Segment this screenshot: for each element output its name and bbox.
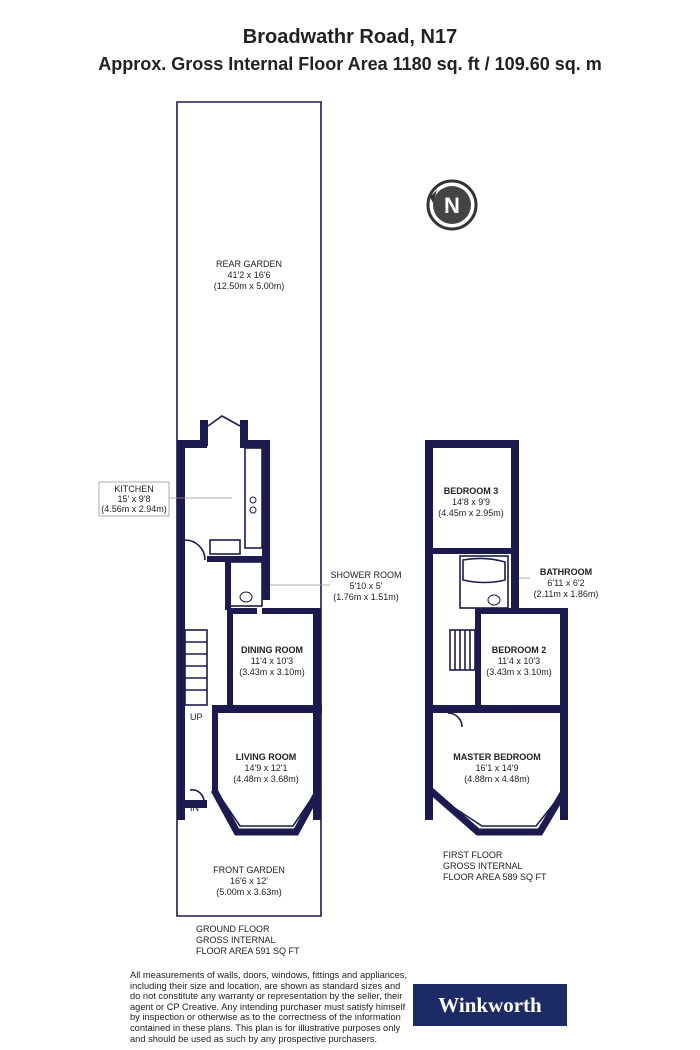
stairs-up-marker: UP bbox=[190, 712, 203, 722]
ground-floor-caption-line-3: FLOOR AREA 591 SQ FT bbox=[196, 946, 300, 956]
kitchen-imperial: 15' x 9'8 bbox=[117, 494, 151, 504]
living-room-name: LIVING ROOM bbox=[235, 752, 297, 762]
first-floor-caption-line-3: FLOOR AREA 589 SQ FT bbox=[443, 872, 547, 882]
compass-letter: N bbox=[444, 193, 460, 218]
kitchen-name: KITCHEN bbox=[114, 484, 154, 494]
rear-garden-metric: (12.50m x 5.00m) bbox=[213, 281, 285, 291]
front-garden-imperial: 16'6 x 12' bbox=[230, 876, 268, 886]
agent-logo: Winkworth bbox=[413, 984, 567, 1026]
master-bedroom-metric: (4.88m x 4.48m) bbox=[464, 774, 530, 784]
front-garden-metric: (5.00m x 3.63m) bbox=[216, 887, 282, 897]
living-room-imperial: 14'9 x 12'1 bbox=[244, 763, 288, 773]
bedroom-2-name: BEDROOM 2 bbox=[491, 645, 547, 655]
compass-icon bbox=[428, 181, 476, 229]
dining-room-imperial: 11'4 x 10'3 bbox=[250, 656, 294, 666]
bathroom-imperial: 6'11 x 6'2 bbox=[547, 578, 585, 588]
shower-room-metric: (1.76m x 1.51m) bbox=[333, 592, 399, 602]
stairs bbox=[185, 630, 207, 705]
first-floor-caption-line-1: FIRST FLOOR bbox=[443, 850, 503, 860]
kitchen-metric: (4.56m x 2.94m) bbox=[101, 504, 167, 514]
rear-garden-name: REAR GARDEN bbox=[215, 259, 283, 269]
shower-room-name: SHOWER ROOM bbox=[330, 570, 402, 580]
shower-room-imperial: 5'10 x 5' bbox=[349, 581, 383, 591]
bedroom-3-metric: (4.45m x 2.95m) bbox=[438, 508, 504, 518]
landing-stairs bbox=[450, 630, 475, 670]
bathroom-name: BATHROOM bbox=[539, 567, 593, 577]
disclaimer-text: All measurements of walls, doors, windows, fittings and appliances, including their size and location, are shown as standard sizes and do not constitute any warranty or representation by the seller, their agent or CP Creative. Any intending purchaser must satisfy himself by inspection or otherwise as to the correctness of the information contained in these plans. This plan is for illustrative purposes only and should be used as such by any prospective purchasers. bbox=[130, 970, 407, 1044]
living-room-metric: (4.48m x 3.68m) bbox=[233, 774, 299, 784]
page-title: Broadwathr Road, N17 bbox=[242, 26, 458, 48]
front-garden-name: FRONT GARDEN bbox=[213, 865, 285, 875]
first-floor-plan bbox=[425, 440, 598, 882]
rear-garden-imperial: 41'2 x 16'6 bbox=[227, 270, 271, 280]
first-floor-caption-line-2: GROSS INTERNAL bbox=[443, 861, 523, 871]
dining-room-metric: (3.43m x 3.10m) bbox=[239, 667, 305, 677]
entrance-in-marker: IN bbox=[190, 803, 199, 813]
site-boundary bbox=[177, 102, 321, 916]
ground-floor-caption-line-2: GROSS INTERNAL bbox=[196, 935, 276, 945]
dining-room-name: DINING ROOM bbox=[241, 645, 303, 655]
floor-area-subtitle: Approx. Gross Internal Floor Area 1180 sq. ft / 109.60 sq. m bbox=[98, 54, 602, 74]
ground-floor-caption-line-1: GROUND FLOOR bbox=[196, 924, 270, 934]
bedroom-3-name: BEDROOM 3 bbox=[443, 486, 499, 496]
bathroom-metric: (2.11m x 1.86m) bbox=[533, 589, 599, 599]
bedroom-3-imperial: 14'8 x 9'9 bbox=[452, 497, 490, 507]
master-bedroom-name: MASTER BEDROOM bbox=[453, 752, 541, 762]
ground-floor-plan bbox=[99, 102, 402, 956]
bedroom-2-metric: (3.43m x 3.10m) bbox=[486, 667, 552, 677]
master-bedroom-imperial: 16'1 x 14'9 bbox=[475, 763, 519, 773]
bedroom-2-imperial: 11'4 x 10'3 bbox=[497, 656, 541, 666]
